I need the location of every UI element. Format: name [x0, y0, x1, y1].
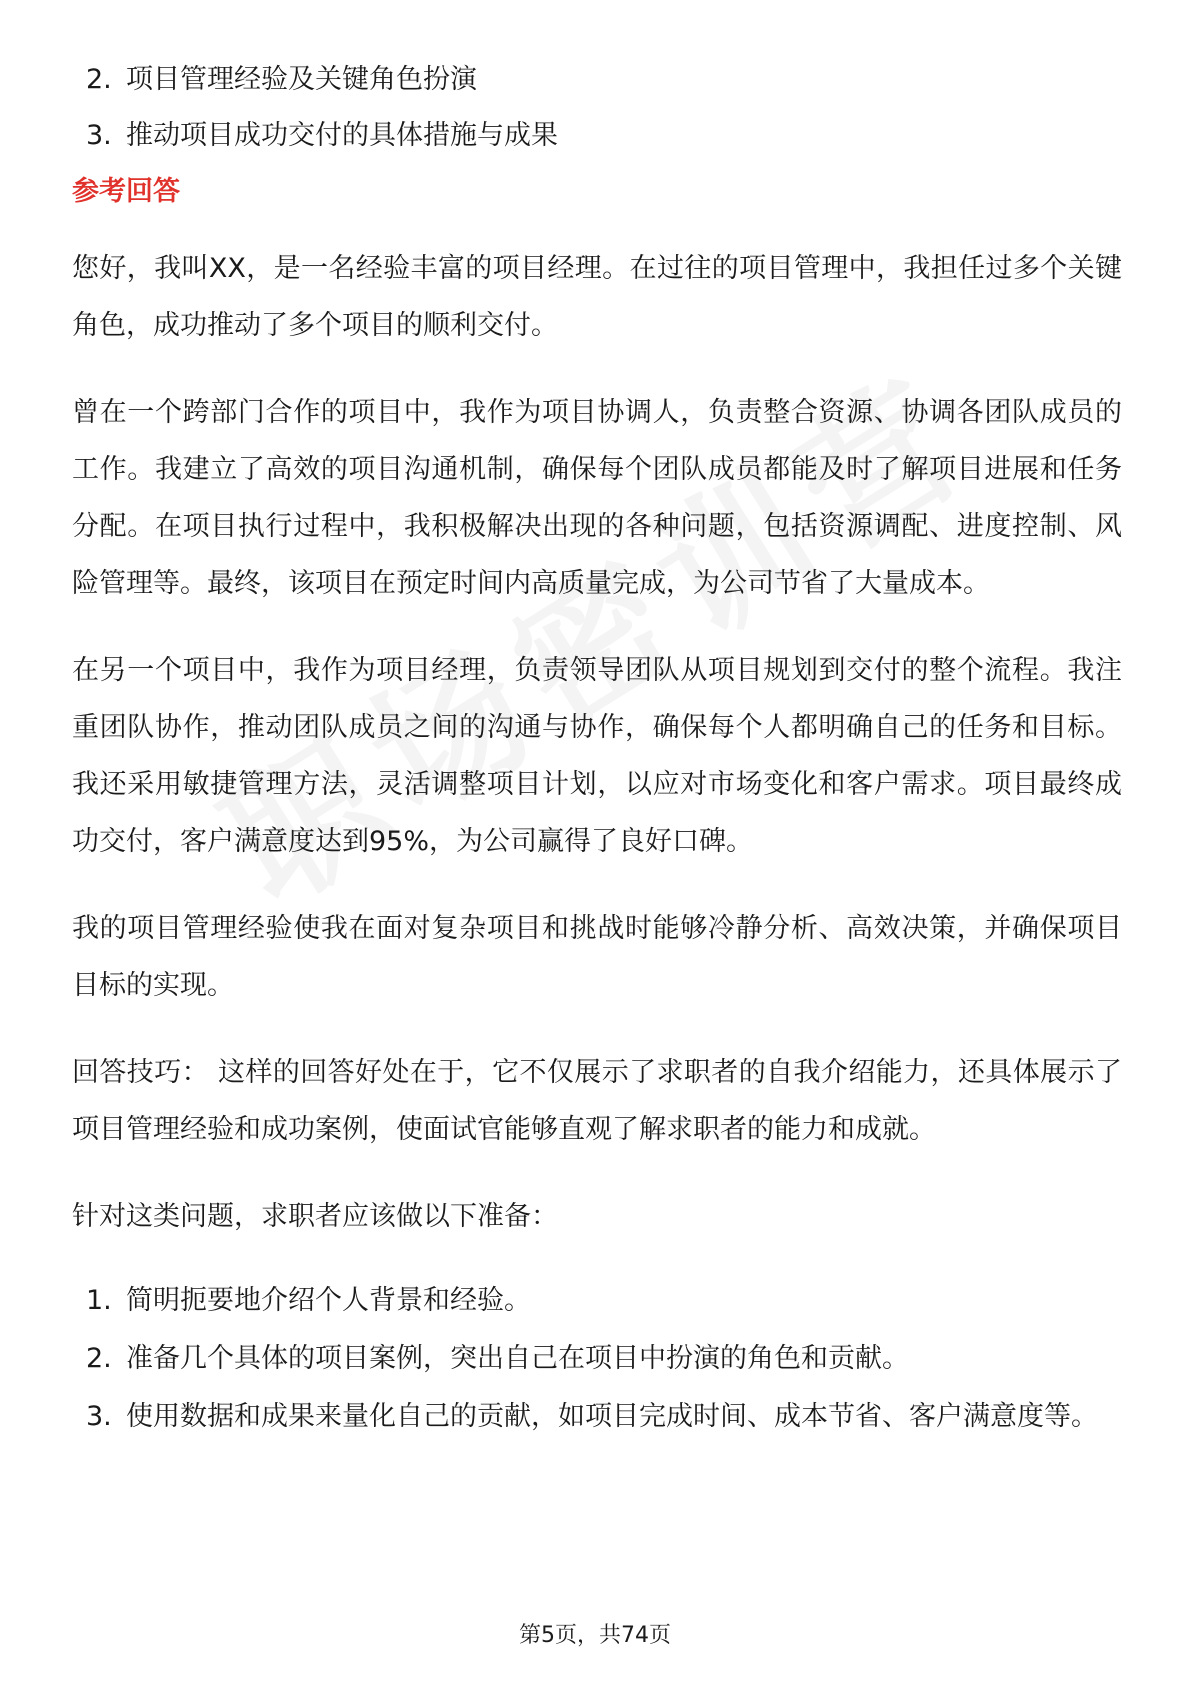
list-text: 使用数据和成果来量化自己的贡献，如项目完成时间、成本节省、客户满意度等。	[126, 1401, 1098, 1432]
list-number: 2.	[86, 1343, 112, 1374]
list-number: 2.	[86, 64, 112, 95]
list-number: 3.	[86, 120, 112, 151]
paragraph: 针对这类问题，求职者应该做以下准备：	[72, 1201, 558, 1232]
list-text: 推动项目成功交付的具体措施与成果	[126, 120, 558, 151]
paragraph: 您好，我叫XX，是一名经验丰富的项目经理。在过往的项目管理中，我担任过多个关键角色，成功推动了多个项目的顺利交付。	[72, 253, 1122, 341]
list-text: 准备几个具体的项目案例，突出自己在项目中扮演的角色和贡献。	[126, 1343, 909, 1374]
list-item	[72, 114, 1122, 158]
list-item	[72, 1333, 1122, 1385]
list-number: 1.	[86, 1285, 112, 1316]
list-text: 简明扼要地介绍个人背景和经验。	[126, 1285, 531, 1316]
list-number: 3.	[86, 1401, 112, 1432]
numbered-list-top	[72, 58, 1122, 158]
section-heading: 参考回答	[72, 176, 180, 207]
paragraph: 曾在一个跨部门合作的项目中，我作为项目协调人，负责整合资源、协调各团队成员的工作。我建立了高效的项目沟通机制，确保每个团队成员都能及时了解项目进展和任务分配。在项目执行过程中，我积极解决出现的各种问题，包括资源调配、进度控制、风险管理等。最终，该项目在预定时间内高质量完成，为公司节省了大量成本。	[72, 397, 1122, 599]
list-text: 项目管理经验及关键角色扮演	[126, 64, 477, 95]
paragraph: 在另一个项目中，我作为项目经理，负责领导团队从项目规划到交付的整个流程。我注重团队协作，推动团队成员之间的沟通与协作，确保每个人都明确自己的任务和目标。我还采用敏捷管理方法，灵活调整项目计划，以应对市场变化和客户需求。项目最终成功交付，客户满意度达到95%，为公司赢得了良好口碑。	[72, 655, 1122, 857]
list-item	[72, 1391, 1122, 1443]
page-content	[72, 58, 1122, 1449]
list-item	[72, 1275, 1122, 1327]
page-number: 第5页，共74页	[519, 1623, 671, 1648]
list-item	[72, 58, 1122, 102]
paragraph: 我的项目管理经验使我在面对复杂项目和挑战时能够冷静分析、高效决策，并确保项目目标的实现。	[72, 913, 1122, 1001]
paragraph: 回答技巧： 这样的回答好处在于，它不仅展示了求职者的自我介绍能力，还具体展示了项目管理经验和成功案例，使面试官能够直观了解求职者的能力和成就。	[72, 1057, 1122, 1145]
numbered-list-bottom	[72, 1275, 1122, 1443]
